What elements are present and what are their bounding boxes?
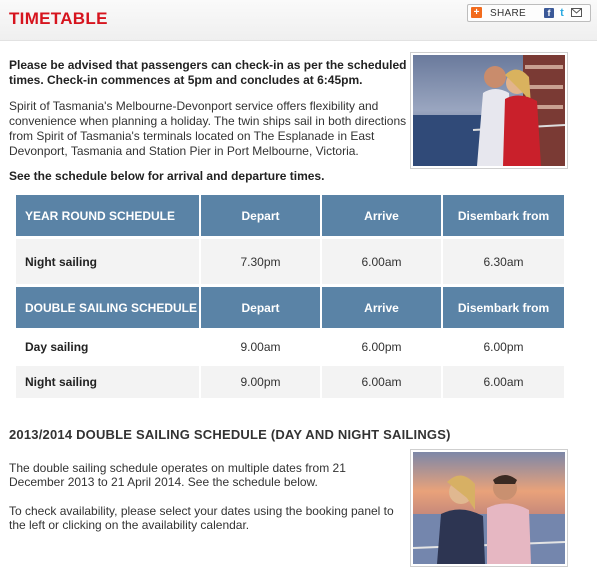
arrive-header: Arrive [322, 287, 443, 331]
arrive-time: 6.00pm [322, 331, 443, 366]
email-icon[interactable] [571, 8, 581, 18]
depart-header: Depart [201, 195, 322, 239]
couple-sunset-photo [410, 449, 568, 567]
table-row [16, 239, 564, 287]
couple-on-deck-photo [410, 52, 568, 169]
disembark-header: Disembark from [443, 287, 564, 331]
table-row [16, 366, 564, 401]
double-sailing-header: DOUBLE SAILING SCHEDULE [16, 287, 201, 331]
table-row [16, 331, 564, 366]
see-schedule-text: See the schedule below for arrival and departure times. [9, 169, 325, 183]
arrive-time: 6.00am [322, 366, 443, 401]
depart-header: Depart [201, 287, 322, 331]
twitter-icon[interactable]: t [557, 8, 567, 18]
depart-time: 9.00am [201, 331, 322, 366]
double-sailing-header-row [16, 287, 564, 331]
facebook-icon[interactable]: f [544, 8, 554, 18]
checkin-notice: Please be advised that passengers can check-in as per the scheduled times. Check-in commences at 5pm and concludes at 6:45pm. [9, 58, 407, 87]
disembark-header: Disembark from [443, 195, 564, 239]
depart-time: 7.30pm [201, 239, 322, 287]
arrive-time: 6.00am [322, 239, 443, 287]
availability-instructions: To check availability, please select your dates using the booking panel to the left or clicking on the availability calendar. [9, 504, 394, 532]
double-sailing-description: The double sailing schedule operates on multiple dates from 21 December 2013 to 21 April 2014. See the schedule below. [9, 461, 346, 489]
schedule-table [16, 195, 564, 401]
page-title: TIMETABLE [9, 9, 108, 28]
sailing-name: Night sailing [16, 239, 201, 287]
disembark-time: 6.00am [443, 366, 564, 401]
page-header [0, 0, 597, 41]
service-description: Spirit of Tasmania's Melbourne-Devonport service offers flexibility and convenience when planning a holiday. The twin ships sail in both directions from Spirit of Tasmania's terminals located on The Esplanade in East Devonport, Tasmania and Station Pier in Port Melbourne, Victoria. [9, 99, 407, 158]
disembark-time: 6.30am [443, 239, 564, 287]
share-label[interactable]: SHARE [490, 8, 526, 19]
year-round-header-row [16, 195, 564, 239]
double-sailing-heading: 2013/2014 DOUBLE SAILING SCHEDULE (DAY AND NIGHT SAILINGS) [9, 427, 451, 442]
depart-time: 9.00pm [201, 366, 322, 401]
share-widget[interactable] [467, 4, 591, 22]
disembark-time: 6.00pm [443, 331, 564, 366]
arrive-header: Arrive [322, 195, 443, 239]
year-round-header: YEAR ROUND SCHEDULE [16, 195, 201, 239]
sailing-name: Day sailing [16, 331, 201, 366]
sailing-name: Night sailing [16, 366, 201, 401]
share-plus-icon[interactable]: + [471, 7, 482, 18]
